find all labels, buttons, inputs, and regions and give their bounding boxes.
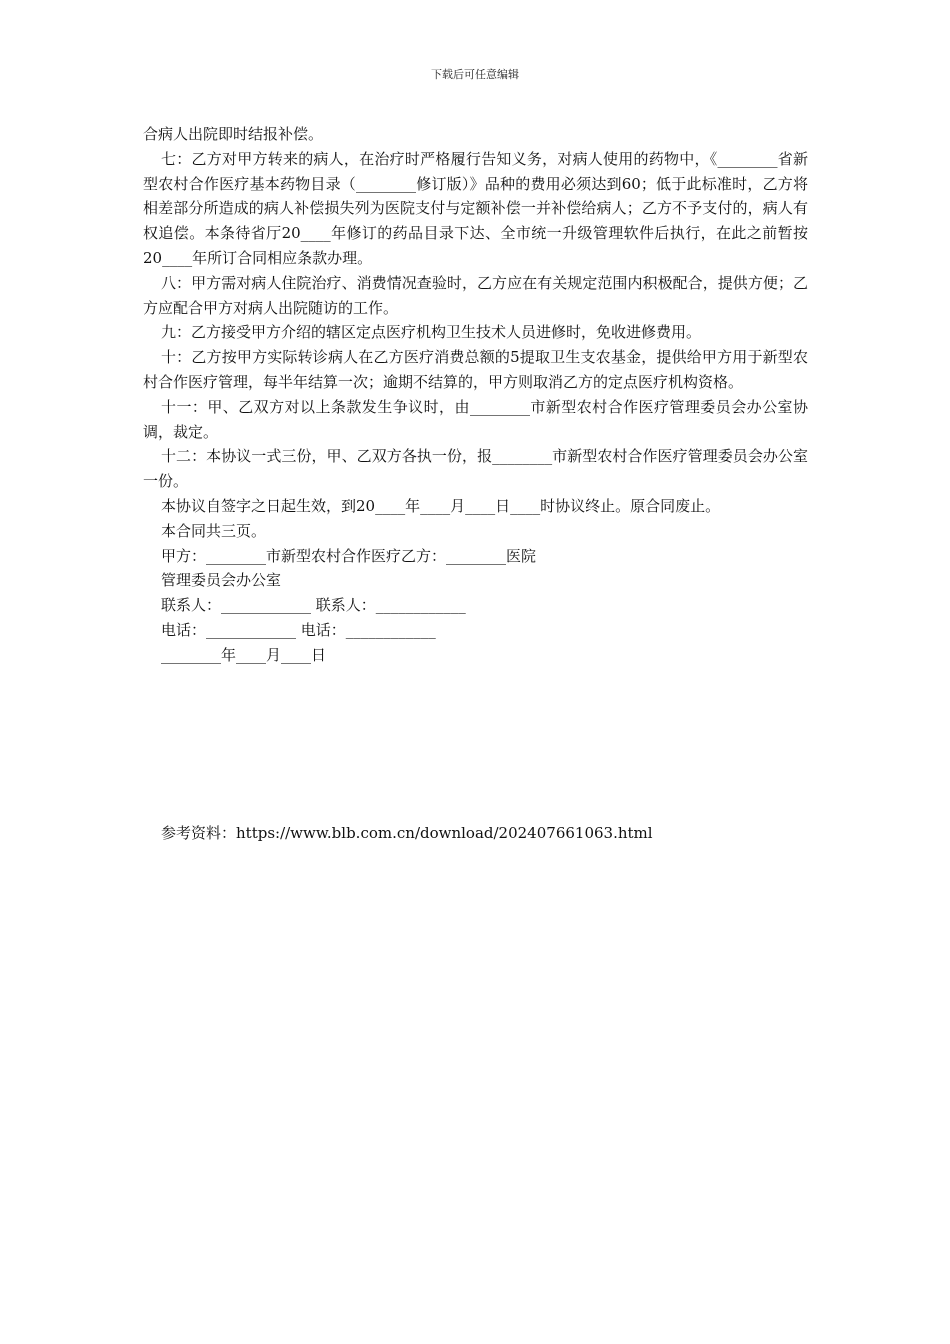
effective-clause: 本协议自签字之日起生效，到20____年____月____日____时协议终止。原合同废止。 xyxy=(161,496,721,515)
office-line: 管理委员会办公室 xyxy=(161,571,282,590)
clause-11: 十一：甲、乙双方对以上条款发生争议时，由________市新型农村合作医疗管理委员会办公室协调，裁定。 xyxy=(143,397,808,441)
clause-12: 十二：本协议一式三份，甲、乙双方各执一份，报________市新型农村合作医疗管理委员会办公室一份。 xyxy=(143,447,808,491)
clause-7: 七：乙方对甲方转来的病人，在治疗时严格履行告知义务，对病人使用的药物中，《________省新型农村合作医疗基本药物目录（________修订版）》品种的费用必须达到60；低于此标准时，乙方将相差部分所造成的病人补偿损失列为医院支付与定额补偿一并补偿给病人；乙方不予支付的，病人有权追偿。本条待省厅20____年修订的药品目录下达、全市统一升级管理软件后执行，在此之前暂按20____年所订合同相应条款办理。 xyxy=(143,149,808,267)
contact-line: 联系人：____________ 联系人：____________ xyxy=(161,596,466,615)
page-header: 下载后可任意编辑 xyxy=(431,68,519,81)
clause-10: 十：乙方按甲方实际转诊病人在乙方医疗消费总额的5提取卫生支农基金，提供给甲方用于新型农村合作医疗管理，每半年结算一次；逾期不结算的，甲方则取消乙方的定点医疗机构资格。 xyxy=(143,348,808,391)
clause-9: 九：乙方接受甲方介绍的辖区定点医疗机构卫生技术人员进修时，免收进修费用。 xyxy=(161,323,702,342)
paragraph-continuation: 合病人出院即时结报补偿。 xyxy=(143,125,324,143)
document-body xyxy=(143,122,808,668)
signature-block xyxy=(143,544,808,668)
reference-link-text: 参考资料：https://www.blb.com.cn/download/202407661063.html xyxy=(161,824,653,842)
clause-8: 八：甲方需对病人住院治疗、消费情况查验时，乙方应在有关规定范围内积极配合，提供方便；乙方应配合甲方对病人出院随访的工作。 xyxy=(143,273,808,317)
party-line: 甲方：________市新型农村合作医疗乙方：________医院 xyxy=(161,546,537,565)
date-line: ________年____月____日 xyxy=(161,645,327,664)
phone-line: 电话：____________ 电话：____________ xyxy=(161,620,436,639)
page-count-note: 本合同共三页。 xyxy=(161,521,267,540)
